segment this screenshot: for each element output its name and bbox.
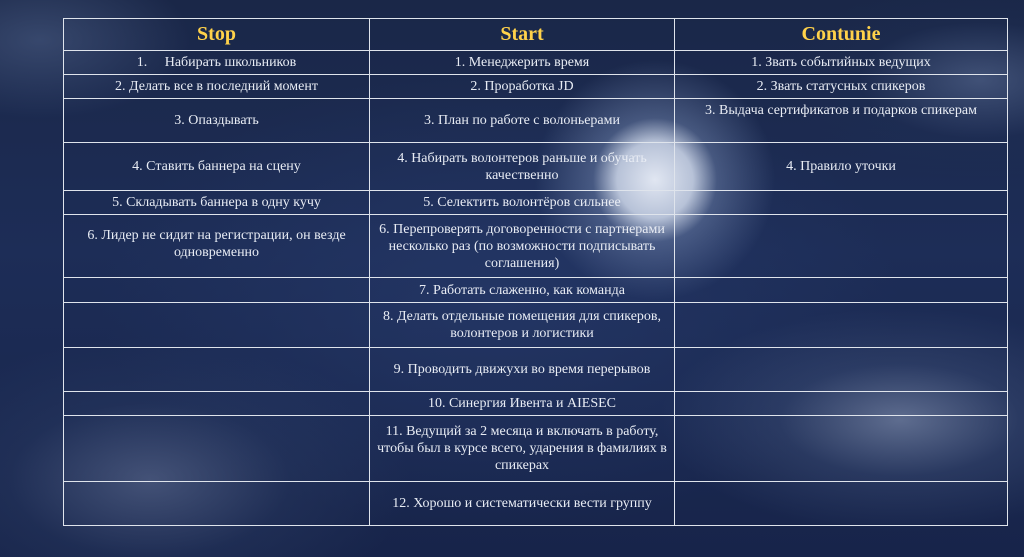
continue-cell (675, 416, 1008, 482)
table-row (64, 99, 1008, 143)
table-row (64, 303, 1008, 348)
table-row (64, 348, 1008, 392)
start-cell: 3. План по работе с волоньерами (370, 99, 675, 143)
stop-cell: 4. Ставить баннера на сцену (64, 143, 370, 191)
stop-cell (64, 303, 370, 348)
stop-cell: 3. Опаздывать (64, 99, 370, 143)
start-cell: 1. Менеджерить время (370, 51, 675, 75)
table-row (64, 416, 1008, 482)
table-row (64, 278, 1008, 303)
table-row (64, 75, 1008, 99)
continue-cell (675, 278, 1008, 303)
table-row (64, 482, 1008, 526)
continue-cell: 3. Выдача сертификатов и подарков спикерам (675, 99, 1008, 143)
header-row (64, 19, 1008, 51)
start-cell: 7. Работать слаженно, как команда (370, 278, 675, 303)
continue-cell (675, 303, 1008, 348)
continue-cell (675, 392, 1008, 416)
table-row (64, 51, 1008, 75)
start-cell: 5. Селектить волонтёров сильнее (370, 191, 675, 215)
stop-cell: 1. Набирать школьников (64, 51, 370, 75)
header-stop: Stop (64, 19, 370, 51)
table-row (64, 191, 1008, 215)
start-cell: 2. Проработка JD (370, 75, 675, 99)
continue-cell (675, 215, 1008, 278)
stop-cell: 6. Лидер не сидит на регистрации, он везде одновременно (64, 215, 370, 278)
continue-cell: 4. Правило уточки (675, 143, 1008, 191)
table-row (64, 143, 1008, 191)
stop-cell (64, 278, 370, 303)
header-start: Start (370, 19, 675, 51)
table-row (64, 392, 1008, 416)
start-cell: 11. Ведущий за 2 месяца и включать в работу, чтобы был в курсе всего, ударения в фамилиях в спикерах (370, 416, 675, 482)
continue-cell: 1. Звать событийных ведущих (675, 51, 1008, 75)
continue-cell (675, 348, 1008, 392)
continue-cell (675, 482, 1008, 526)
start-cell: 10. Синергия Ивента и AIESEC (370, 392, 675, 416)
stop-cell: 5. Складывать баннера в одну кучу (64, 191, 370, 215)
start-cell: 9. Проводить движухи во время перерывов (370, 348, 675, 392)
start-cell: 12. Хорошо и систематически вести группу (370, 482, 675, 526)
table-row (64, 215, 1008, 278)
continue-cell (675, 191, 1008, 215)
continue-cell: 2. Звать статусных спикеров (675, 75, 1008, 99)
start-cell: 6. Перепроверять договоренности с партнерами несколько раз (по возможности подписывать соглашения) (370, 215, 675, 278)
stop-start-continue-table (63, 18, 1008, 526)
start-cell: 4. Набирать волонтеров раньше и обучать качественно (370, 143, 675, 191)
stop-cell (64, 348, 370, 392)
stop-cell (64, 482, 370, 526)
start-cell: 8. Делать отдельные помещения для спикеров, волонтеров и логистики (370, 303, 675, 348)
header-continue: Contunie (675, 19, 1008, 51)
stop-cell (64, 416, 370, 482)
stop-cell (64, 392, 370, 416)
stop-cell: 2. Делать все в последний момент (64, 75, 370, 99)
